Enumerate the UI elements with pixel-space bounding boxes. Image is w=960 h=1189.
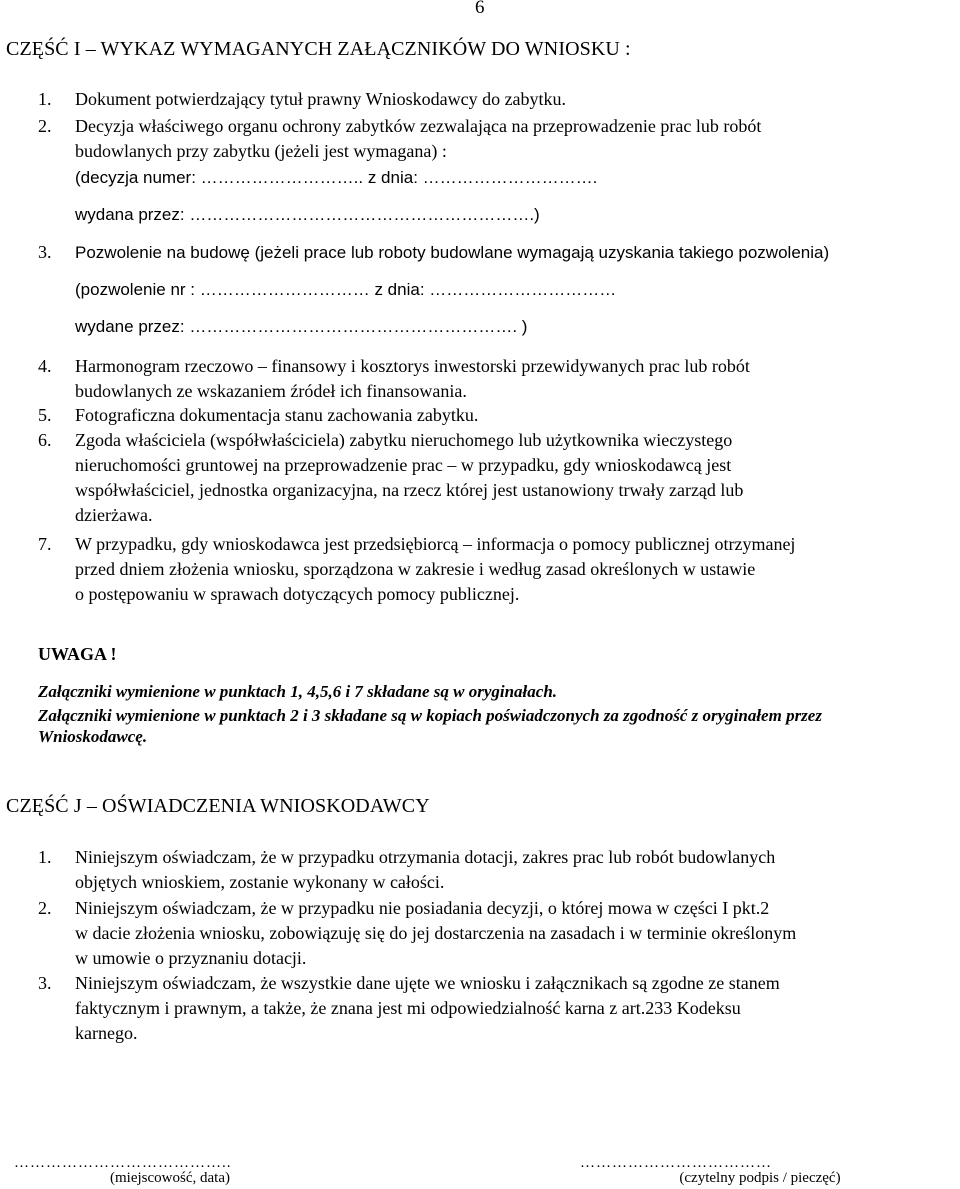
- item-text: przed dniem złożenia wniosku, sporządzona w zakresie i według zasad określonych w ustawie: [75, 559, 756, 579]
- item-text: Fotograficzna dokumentacja stanu zachowania zabytku.: [75, 405, 479, 425]
- place-date-label: (miejscowość, data): [110, 1170, 230, 1186]
- item-text: Harmonogram rzeczowo – finansowy i kosztorys inwestorski przewidywanych prac lub robót: [75, 356, 750, 376]
- issued-by-field: wydane przez: …………………………………………………. ): [75, 317, 528, 336]
- item-number: 6.: [38, 430, 52, 450]
- item-text: o postępowaniu w sprawach dotyczących pomocy publicznej.: [75, 584, 520, 604]
- item-number: 7.: [38, 534, 52, 554]
- item-text: budowlanych przy zabytku (jeżeli jest wymagana) :: [75, 141, 447, 161]
- item-text: Decyzja właściwego organu ochrony zabytków zezwalająca na przeprowadzenie prac lub robót: [75, 116, 762, 136]
- note-originals: Załączniki wymienione w punktach 1, 4,5,6 i 7 składane są w oryginałach.: [38, 682, 558, 701]
- item-text: Zgoda właściciela (współwłaściciela) zabytku nieruchomego lub użytkownika wieczystego: [75, 430, 733, 450]
- signature-dots: ………………………………: [580, 1155, 772, 1171]
- item-text: Pozwolenie na budowę (jeżeli prace lub roboty budowlane wymagają uzyskania takiego pozwolenia): [75, 243, 830, 262]
- note-copies-line: Wnioskodawcę.: [38, 727, 148, 746]
- note-copies: [38, 705, 958, 747]
- item-text: budowlanych ze wskazaniem źródeł ich finansowania.: [75, 381, 467, 401]
- item-text: dzierżawa.: [75, 505, 153, 525]
- item-text: W przypadku, gdy wnioskodawca jest przedsiębiorcą – informacja o pomocy publicznej otrzymanej: [75, 534, 796, 554]
- signature-label: (czytelny podpis / pieczęć): [679, 1170, 841, 1186]
- page-number: 6: [475, 0, 485, 18]
- item-number: 3.: [38, 973, 52, 993]
- item-text: Niniejszym oświadczam, że wszystkie dane ujęte we wniosku i załącznikach są zgodne ze stanem: [75, 973, 780, 993]
- item-text: Niniejszym oświadczam, że w przypadku otrzymania dotacji, zakres prac lub robót budowlanych: [75, 847, 776, 867]
- decision-number-field: (decyzja numer: ……………………….. z dnia: ………………………….: [75, 168, 598, 187]
- item-number: 1.: [38, 89, 52, 109]
- note-copies-line: Załączniki wymienione w punktach 2 i 3 składane są w kopiach poświadczonych za zgodność z oryginałem przez: [38, 706, 822, 725]
- place-date-dots: …………………………………..: [14, 1155, 232, 1171]
- item-text: w umowie o przyznaniu dotacji.: [75, 948, 307, 968]
- item-number: 5.: [38, 405, 52, 425]
- item-text: współwłaściciel, jednostka organizacyjna, na rzecz której jest ustanowiony trwały zarząd lub: [75, 480, 744, 500]
- uwaga-label: UWAGA !: [38, 644, 117, 664]
- item-text: objętych wnioskiem, zostanie wykonany w całości.: [75, 872, 445, 892]
- section-i-title: CZĘŚĆ I – WYKAZ WYMAGANYCH ZAŁĄCZNIKÓW DO WNIOSKU :: [6, 38, 631, 60]
- issued-by-field: wydana przez: …………………………………………………….): [75, 205, 540, 224]
- item-number: 2.: [38, 116, 52, 136]
- item-text: karnego.: [75, 1023, 138, 1043]
- item-number: 3.: [38, 242, 52, 262]
- section-j-title: CZĘŚĆ J – OŚWIADCZENIA WNIOSKODAWCY: [6, 795, 430, 817]
- item-text: nieruchomości gruntowej na przeprowadzenie prac – w przypadku, gdy wnioskodawcą jest: [75, 455, 732, 475]
- item-text: Dokument potwierdzający tytuł prawny Wnioskodawcy do zabytku.: [75, 89, 567, 109]
- item-text: faktycznym i prawnym, a także, że znana jest mi odpowiedzialność karna z art.233 Kodeksu: [75, 998, 741, 1018]
- item-number: 4.: [38, 356, 52, 376]
- permit-number-field: (pozwolenie nr : ………………………… z dnia: ……………………………: [75, 280, 617, 299]
- item-number: 1.: [38, 847, 52, 867]
- item-number: 2.: [38, 898, 52, 918]
- item-text: Niniejszym oświadczam, że w przypadku nie posiadania decyzji, o której mowa w części I pkt.2: [75, 898, 770, 918]
- item-text: w dacie złożenia wniosku, zobowiązuję się do jej dostarczenia na zasadach i w terminie określonym: [75, 923, 797, 943]
